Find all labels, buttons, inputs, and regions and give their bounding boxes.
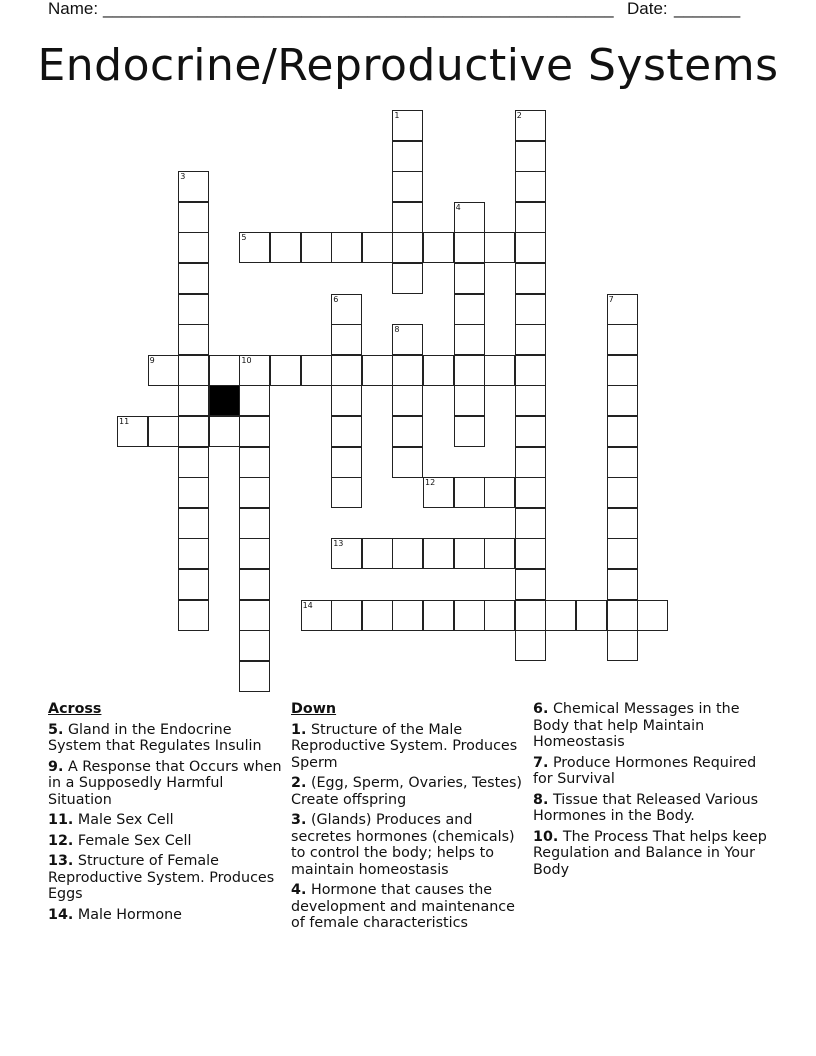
grid-cell[interactable] bbox=[515, 110, 546, 141]
grid-cell[interactable] bbox=[484, 355, 515, 386]
grid-cell[interactable] bbox=[607, 447, 638, 478]
grid-cell[interactable] bbox=[607, 324, 638, 355]
grid-cell[interactable] bbox=[178, 600, 209, 631]
grid-cell[interactable] bbox=[454, 232, 485, 263]
grid-cell[interactable] bbox=[331, 600, 362, 631]
grid-cell[interactable] bbox=[423, 232, 454, 263]
grid-cell[interactable] bbox=[148, 416, 179, 447]
grid-cell[interactable] bbox=[607, 385, 638, 416]
clue-down-10: 10. The Process That helps keep Regulation and Balance in Your Body bbox=[533, 828, 767, 878]
grid-cell[interactable] bbox=[484, 538, 515, 569]
clue-across-12: 12. Female Sex Cell bbox=[48, 832, 192, 849]
grid-cell[interactable] bbox=[454, 385, 485, 416]
grid-cell[interactable] bbox=[178, 385, 209, 416]
grid-cell[interactable] bbox=[607, 477, 638, 508]
grid-cell[interactable] bbox=[362, 600, 393, 631]
grid-cell[interactable] bbox=[239, 538, 270, 569]
grid-cell[interactable] bbox=[515, 141, 546, 172]
grid-cell[interactable] bbox=[239, 385, 270, 416]
grid-cell[interactable] bbox=[331, 385, 362, 416]
grid-cell[interactable] bbox=[117, 416, 148, 447]
grid-cell[interactable] bbox=[484, 600, 515, 631]
grid-cell[interactable] bbox=[515, 385, 546, 416]
grid-cell[interactable] bbox=[331, 355, 362, 386]
down-heading: Down bbox=[291, 701, 337, 717]
clue-across-5: 5. Gland in the Endocrine System that Regulates Insulin bbox=[48, 721, 262, 754]
grid-cell[interactable] bbox=[515, 232, 546, 263]
grid-cell[interactable] bbox=[331, 416, 362, 447]
name-label: Name: bbox=[48, 0, 99, 18]
grid-cell[interactable] bbox=[209, 416, 240, 447]
grid-cell[interactable] bbox=[392, 355, 423, 386]
grid-cell[interactable] bbox=[178, 263, 209, 294]
grid-cell[interactable] bbox=[423, 477, 454, 508]
grid-cell[interactable] bbox=[301, 355, 332, 386]
grid-cell[interactable] bbox=[515, 171, 546, 202]
date-blank-line[interactable]: _______ bbox=[674, 0, 741, 18]
grid-cell[interactable] bbox=[392, 385, 423, 416]
grid-cell[interactable] bbox=[239, 661, 270, 692]
grid-cell[interactable] bbox=[515, 538, 546, 569]
grid-cell[interactable] bbox=[239, 569, 270, 600]
grid-cell[interactable] bbox=[239, 447, 270, 478]
black-square bbox=[209, 385, 240, 416]
grid-cell[interactable] bbox=[545, 600, 576, 631]
grid-cell[interactable] bbox=[392, 447, 423, 478]
grid-cell[interactable] bbox=[607, 600, 638, 631]
grid-cell[interactable] bbox=[331, 477, 362, 508]
grid-cell[interactable] bbox=[178, 232, 209, 263]
grid-cell[interactable] bbox=[423, 538, 454, 569]
grid-cell[interactable] bbox=[515, 324, 546, 355]
grid-cell[interactable] bbox=[515, 630, 546, 661]
grid-cell[interactable] bbox=[454, 294, 485, 325]
clue-down-6: 6. Chemical Messages in the Body that help Maintain Homeostasis bbox=[533, 701, 740, 750]
cell-number: 10 bbox=[241, 355, 252, 365]
grid-cell[interactable] bbox=[178, 538, 209, 569]
grid-cell[interactable] bbox=[515, 447, 546, 478]
grid-cell[interactable] bbox=[454, 477, 485, 508]
grid-cell[interactable] bbox=[392, 538, 423, 569]
grid-cell[interactable] bbox=[515, 355, 546, 386]
grid-cell[interactable] bbox=[362, 232, 393, 263]
grid-cell[interactable] bbox=[454, 202, 485, 233]
cell-number: 14 bbox=[302, 600, 313, 610]
grid-cell[interactable] bbox=[607, 508, 638, 539]
grid-cell[interactable] bbox=[178, 569, 209, 600]
grid-cell[interactable] bbox=[392, 232, 423, 263]
grid-cell[interactable] bbox=[607, 569, 638, 600]
grid-cell[interactable] bbox=[331, 538, 362, 569]
grid-cell[interactable] bbox=[239, 416, 270, 447]
grid-cell[interactable] bbox=[637, 600, 668, 631]
clue-down-2: 2. (Egg, Sperm, Ovaries, Testes) Create offspring bbox=[291, 775, 523, 808]
grid-cell[interactable] bbox=[178, 324, 209, 355]
page-title: Endocrine/Reproductive Systems bbox=[37, 40, 779, 91]
grid-cell[interactable] bbox=[331, 324, 362, 355]
grid-cell[interactable] bbox=[515, 202, 546, 233]
grid-cell[interactable] bbox=[178, 355, 209, 386]
grid-cell[interactable] bbox=[515, 416, 546, 447]
grid-cell[interactable] bbox=[454, 324, 485, 355]
grid-cell[interactable] bbox=[178, 508, 209, 539]
cell-number: 13 bbox=[333, 539, 344, 549]
grid-cell[interactable] bbox=[301, 232, 332, 263]
down-clues-continued bbox=[533, 701, 773, 882]
clue-across-14: 14. Male Hormone bbox=[48, 906, 182, 923]
grid-cell[interactable] bbox=[454, 600, 485, 631]
grid-cell[interactable] bbox=[515, 508, 546, 539]
date-label: Date: bbox=[627, 0, 668, 18]
grid-cell[interactable] bbox=[515, 294, 546, 325]
clue-down-8: 8. Tissue that Released Various Hormones in the Body. bbox=[533, 791, 759, 824]
grid-cell[interactable] bbox=[178, 202, 209, 233]
grid-cell[interactable] bbox=[515, 477, 546, 508]
grid-cell[interactable] bbox=[331, 232, 362, 263]
grid-cell[interactable] bbox=[362, 538, 393, 569]
cell-number: 11 bbox=[119, 417, 130, 426]
cell-number: 9 bbox=[149, 355, 155, 365]
grid-cell[interactable] bbox=[607, 416, 638, 447]
grid-cell[interactable] bbox=[392, 141, 423, 172]
grid-cell[interactable] bbox=[607, 355, 638, 386]
grid-cell[interactable] bbox=[454, 263, 485, 294]
across-heading: Across bbox=[48, 701, 102, 717]
clue-down-3: 3. (Glands) Produces and secretes hormones (chemicals) to control the body; helps to maintain homeostasis bbox=[291, 812, 515, 878]
cell-number: 1 bbox=[394, 111, 400, 120]
grid-cell[interactable] bbox=[484, 477, 515, 508]
down-clues bbox=[291, 701, 529, 936]
grid-cell[interactable] bbox=[239, 355, 270, 386]
grid-cell[interactable] bbox=[515, 263, 546, 294]
grid-cell[interactable] bbox=[484, 232, 515, 263]
cell-number: 7 bbox=[608, 294, 614, 304]
grid-cell[interactable] bbox=[454, 416, 485, 447]
clue-across-9: 9. A Response that Occurs when in a Supposedly Harmful Situation bbox=[48, 758, 282, 808]
grid-cell[interactable] bbox=[270, 232, 301, 263]
grid-cell[interactable] bbox=[148, 355, 179, 386]
grid-cell[interactable] bbox=[239, 600, 270, 631]
grid-cell[interactable] bbox=[209, 355, 240, 386]
grid-cell[interactable] bbox=[454, 538, 485, 569]
grid-cell[interactable] bbox=[392, 324, 423, 355]
cell-number: 2 bbox=[516, 111, 522, 120]
cell-number: 5 bbox=[241, 233, 247, 243]
grid-cell[interactable] bbox=[239, 232, 270, 263]
grid-cell[interactable] bbox=[392, 263, 423, 294]
grid-cell[interactable] bbox=[392, 416, 423, 447]
cell-number: 4 bbox=[455, 202, 461, 212]
grid-cell[interactable] bbox=[178, 416, 209, 447]
grid-cell[interactable] bbox=[270, 355, 301, 386]
across-clues bbox=[48, 701, 284, 927]
grid-cell[interactable] bbox=[423, 355, 454, 386]
cell-number: 3 bbox=[180, 172, 186, 182]
grid-cell[interactable] bbox=[607, 294, 638, 325]
grid-cell[interactable] bbox=[362, 355, 393, 386]
grid-cell[interactable] bbox=[392, 171, 423, 202]
clue-down-4: 4. Hormone that causes the development and maintenance of female characteristics bbox=[291, 882, 515, 931]
cell-number: 6 bbox=[333, 294, 339, 304]
grid-cell[interactable] bbox=[331, 447, 362, 478]
clue-across-13: 13. Structure of Female Reproductive System. Produces Eggs bbox=[48, 853, 275, 902]
clue-across-11: 11. Male Sex Cell bbox=[48, 812, 174, 828]
grid-cell[interactable] bbox=[515, 569, 546, 600]
clue-down-7: 7. Produce Hormones Required for Survival bbox=[533, 754, 757, 787]
grid-cell[interactable] bbox=[392, 202, 423, 233]
grid-cell[interactable] bbox=[178, 447, 209, 478]
grid-cell[interactable] bbox=[239, 630, 270, 661]
grid-cell[interactable] bbox=[301, 600, 332, 631]
grid-cell[interactable] bbox=[178, 294, 209, 325]
grid-cell[interactable] bbox=[607, 538, 638, 569]
grid-cell[interactable] bbox=[178, 171, 209, 202]
grid-cell[interactable] bbox=[515, 600, 546, 631]
grid-cell[interactable] bbox=[576, 600, 607, 631]
grid-cell[interactable] bbox=[423, 600, 454, 631]
grid-cell[interactable] bbox=[239, 508, 270, 539]
grid-cell[interactable] bbox=[331, 294, 362, 325]
grid-cell[interactable] bbox=[454, 355, 485, 386]
grid-cell[interactable] bbox=[239, 477, 270, 508]
grid-cell[interactable] bbox=[178, 477, 209, 508]
name-blank-line[interactable]: ______________________________________________________ bbox=[103, 0, 614, 18]
cell-number: 8 bbox=[394, 325, 400, 335]
grid-cell[interactable] bbox=[392, 600, 423, 631]
clue-down-1: 1. Structure of the Male Reproductive System. Produces Sperm bbox=[291, 721, 518, 771]
cell-number: 12 bbox=[425, 478, 436, 488]
grid-cell[interactable] bbox=[392, 110, 423, 141]
grid-cell[interactable] bbox=[607, 630, 638, 661]
